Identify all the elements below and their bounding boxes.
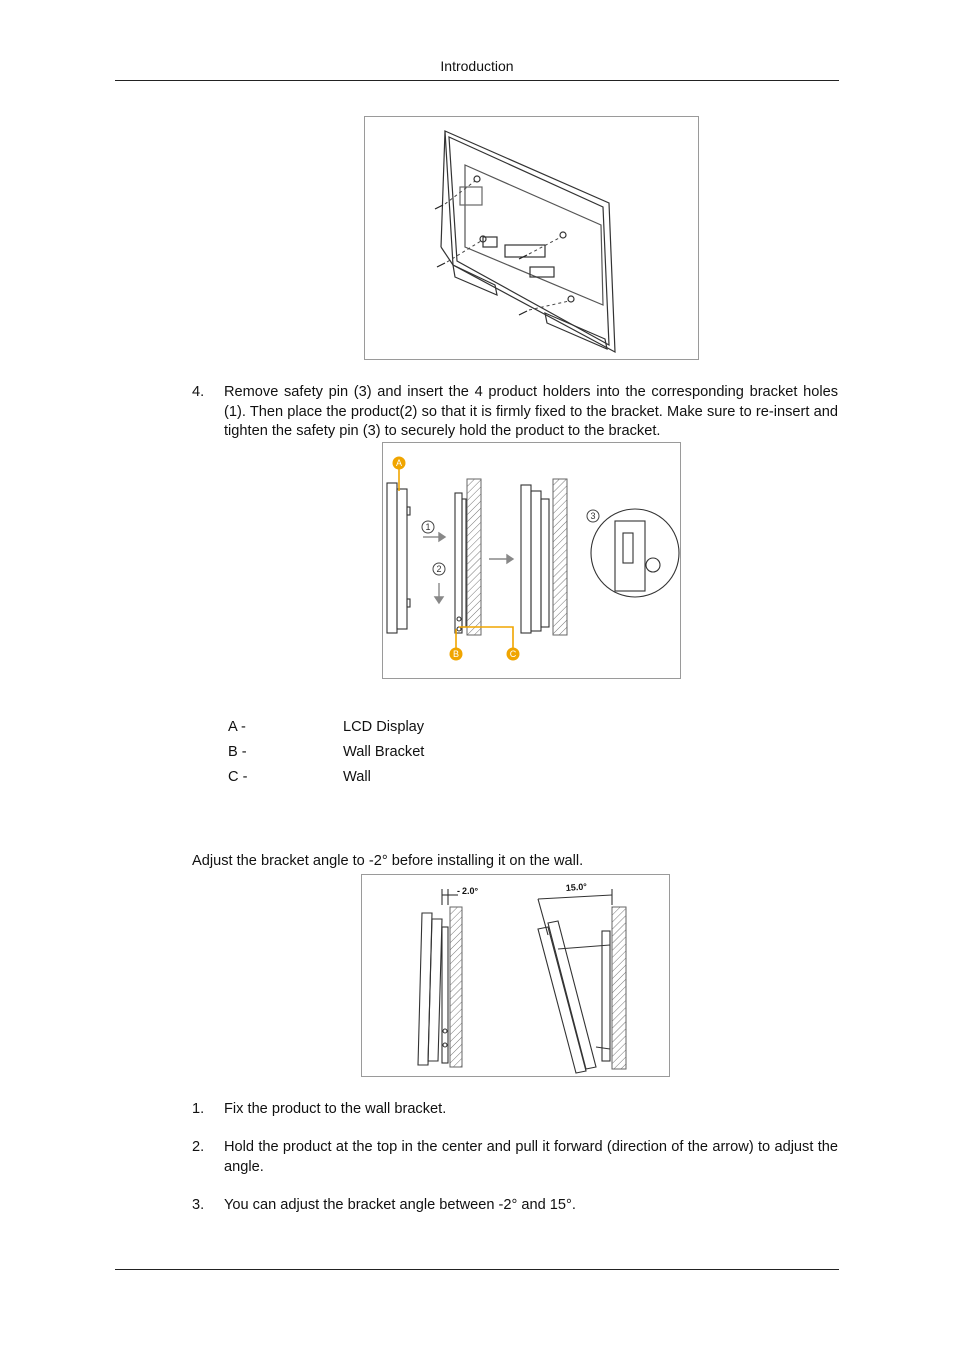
legend-value-a: LCD Display <box>343 719 425 735</box>
step-4-text: Remove safety pin (3) and insert the 4 product holders into the corresponding bracket holes (1). Then place the product(2) so that it is firmly fixed to the bracket. Make sure to re-insert and tighten the safety pin (3) to securely hold the product to the bracket. <box>224 384 838 439</box>
figure-mounting-sequence <box>382 442 681 679</box>
angle-left-label: 2.0° <box>462 886 479 896</box>
figure-angle-adjustment <box>361 874 670 1077</box>
footer-rule <box>115 1269 839 1270</box>
wall-hatch-right <box>612 907 626 1069</box>
step-1-number: 1. <box>192 1101 205 1117</box>
wall-hatch-left <box>450 907 462 1067</box>
step-2-number: 2. <box>192 1139 205 1155</box>
callout-c: C <box>509 649 517 659</box>
legend-value-b: Wall Bracket <box>343 744 425 760</box>
step-4-number: 4. <box>192 384 205 400</box>
step-3-number: 3. <box>192 1197 205 1213</box>
legend-value-c: Wall <box>343 769 371 785</box>
step-label-2: 2 <box>436 564 442 574</box>
page-header-title: Introduction <box>440 58 514 74</box>
legend-key-b: B - <box>228 744 247 760</box>
wall-hatch-1 <box>467 479 481 635</box>
figure-display-back <box>364 116 699 360</box>
angle-left-prefix: - <box>457 886 460 896</box>
legend-key-a: A - <box>228 719 246 735</box>
callout-b: B <box>452 649 460 659</box>
step-3-text: You can adjust the bracket angle between -2° and 15°. <box>224 1197 576 1213</box>
display-back-illustration <box>365 117 698 359</box>
step-2-text: Hold the product at the top in the center and pull it forward (direction of the arrow) to adjust the angle. <box>224 1139 838 1175</box>
legend-key-c: C - <box>228 769 248 785</box>
step-1-text: Fix the product to the wall bracket. <box>224 1101 447 1117</box>
angle-right-label: 15.0° <box>565 881 588 893</box>
mounting-sequence-illustration <box>383 443 680 678</box>
wall-hatch-2 <box>553 479 567 635</box>
step-label-1: 1 <box>425 522 431 532</box>
angle-adjustment-illustration <box>362 875 669 1076</box>
adjust-intro-text: Adjust the bracket angle to -2° before installing it on the wall. <box>192 853 584 869</box>
header-rule <box>115 80 839 81</box>
callout-a: A <box>395 458 403 468</box>
step-label-3: 3 <box>590 511 596 521</box>
